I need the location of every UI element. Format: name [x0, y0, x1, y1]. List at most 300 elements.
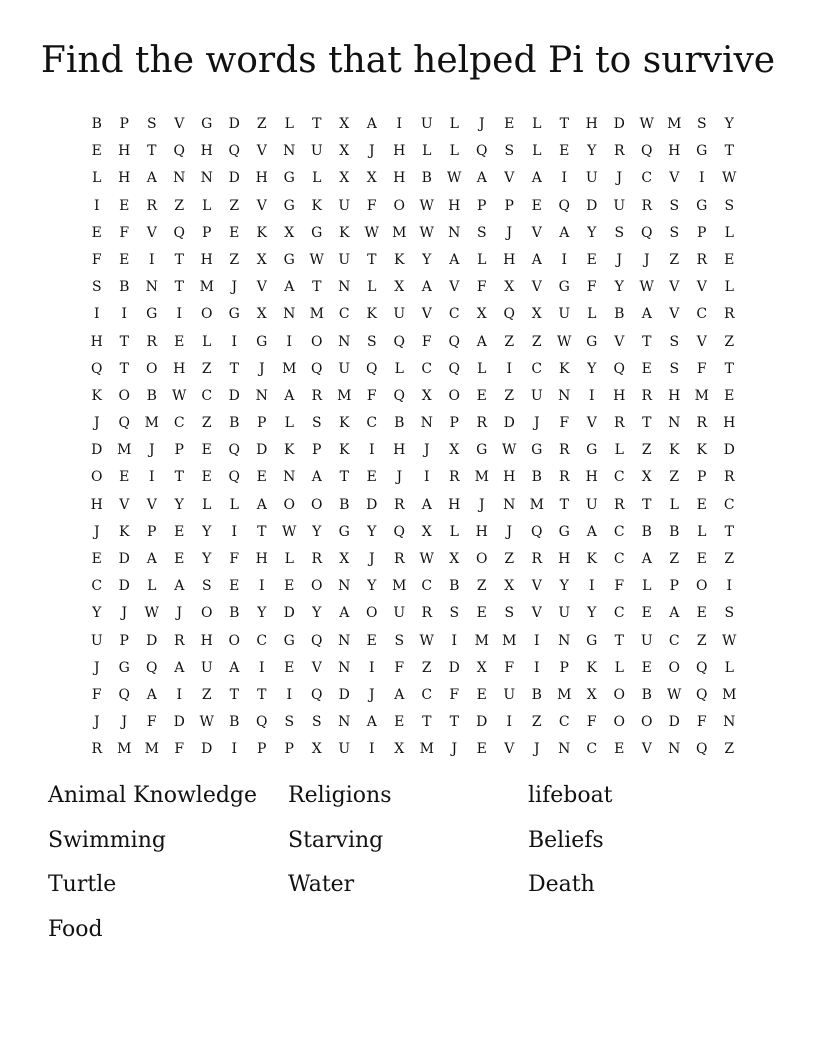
grid-letter: X [504, 279, 515, 296]
grid-letter: E [91, 143, 102, 160]
grid-letter: A [531, 170, 542, 187]
grid-letter: V [504, 170, 515, 187]
grid-letter: E [476, 605, 487, 622]
grid-letter: B [229, 415, 240, 432]
word-list-item: Religions [288, 783, 392, 808]
grid-letter: C [613, 523, 625, 540]
grid-letter: O [228, 632, 240, 649]
grid-letter: G [256, 333, 268, 350]
grid-letter: C [558, 714, 570, 731]
grid-letter: D [118, 551, 130, 567]
grid-letter: A [641, 306, 652, 323]
grid-letter: N [145, 279, 158, 296]
grid-letter: P [147, 523, 157, 540]
grid-letter: S [201, 578, 212, 595]
grid-letter: V [256, 279, 267, 296]
grid-letter: K [586, 659, 597, 676]
grid-letter: U [338, 251, 351, 268]
grid-letter: B [531, 686, 542, 703]
grid-letter: S [394, 632, 405, 649]
grid-letter: Q [91, 360, 103, 377]
grid-letter: C [421, 578, 433, 595]
grid-letter: N [338, 714, 351, 731]
grid-letter: R [393, 496, 405, 513]
grid-letter: Y [202, 523, 212, 540]
grid-letter: P [449, 415, 459, 432]
grid-letter: S [669, 224, 680, 241]
grid-letter: Y [559, 578, 569, 595]
grid-letter: A [284, 387, 295, 404]
grid-letter: R [531, 551, 543, 567]
grid-letter: S [449, 605, 460, 622]
grid-letter: X [476, 659, 487, 676]
grid-letter: R [641, 387, 653, 404]
grid-letter: L [449, 116, 459, 132]
grid-letter: H [503, 469, 516, 486]
grid-letter: I [286, 686, 293, 703]
grid-letter: O [641, 714, 653, 731]
grid-letter: Q [696, 741, 708, 758]
grid-letter: E [476, 686, 487, 703]
grid-letter: F [421, 333, 432, 350]
grid-letter: J [643, 251, 650, 268]
grid-letter: B [119, 279, 130, 296]
grid-letter: G [558, 279, 570, 296]
grid-letter: S [696, 116, 707, 132]
grid-row [83, 383, 743, 410]
grid-letter: O [613, 686, 625, 703]
grid-letter: L [92, 170, 102, 187]
grid-letter: A [669, 605, 680, 622]
grid-letter: D [448, 659, 460, 676]
grid-letter: X [641, 469, 652, 486]
grid-letter: E [394, 714, 405, 731]
grid-letter: P [257, 741, 267, 758]
grid-letter: I [231, 741, 238, 758]
grid-letter: H [585, 116, 598, 132]
grid-letter: V [669, 279, 680, 296]
grid-letter: J [451, 741, 458, 758]
grid-letter: Q [173, 143, 185, 160]
grid-letter: B [614, 306, 625, 323]
grid-letter: D [338, 686, 350, 703]
grid-letter: R [311, 551, 323, 567]
grid-letter: O [311, 333, 323, 350]
grid-letter: L [147, 578, 157, 595]
grid-row [83, 655, 743, 682]
grid-letter: H [90, 496, 103, 513]
grid-letter: I [451, 632, 458, 649]
grid-letter: Q [393, 387, 405, 404]
grid-letter: N [338, 632, 351, 649]
grid-letter: I [396, 116, 403, 132]
grid-letter: A [394, 686, 405, 703]
grid-letter: L [614, 442, 624, 459]
grid-letter: I [231, 523, 238, 540]
grid-letter: H [613, 387, 626, 404]
grid-letter: M [419, 741, 434, 758]
grid-letter: T [229, 686, 239, 703]
grid-letter: Q [311, 632, 323, 649]
grid-letter: F [91, 686, 102, 703]
grid-letter: W [199, 714, 214, 731]
grid-letter: P [669, 578, 679, 595]
grid-letter: M [117, 442, 132, 459]
grid-letter: E [696, 551, 707, 567]
grid-letter: I [588, 387, 595, 404]
grid-letter: J [368, 143, 375, 160]
grid-letter: J [616, 251, 623, 268]
grid-letter: X [449, 442, 460, 459]
grid-letter: I [148, 469, 155, 486]
word-list [48, 779, 768, 957]
grid-letter: C [723, 496, 735, 513]
grid-letter: Q [118, 686, 130, 703]
grid-row [83, 437, 743, 464]
grid-letter: T [724, 523, 734, 540]
grid-letter: O [146, 360, 158, 377]
grid-letter: M [502, 632, 517, 649]
grid-letter: J [478, 116, 485, 132]
grid-row [83, 464, 743, 491]
grid-letter: R [146, 333, 158, 350]
grid-letter: I [561, 251, 568, 268]
grid-letter: Q [641, 224, 653, 241]
grid-letter: G [338, 523, 350, 540]
grid-letter: S [669, 333, 680, 350]
grid-letter: T [724, 360, 734, 377]
grid-letter: Z [641, 442, 652, 459]
grid-letter: D [228, 116, 240, 132]
grid-letter: A [146, 686, 157, 703]
grid-letter: B [394, 415, 405, 432]
grid-letter: N [420, 415, 433, 432]
grid-letter: H [255, 551, 268, 567]
grid-letter: M [199, 279, 214, 296]
grid-letter: N [668, 741, 681, 758]
grid-letter: V [531, 279, 542, 296]
grid-letter: U [640, 632, 653, 649]
grid-letter: U [338, 197, 351, 214]
grid-letter: E [724, 251, 735, 268]
grid-letter: Z [504, 551, 515, 567]
grid-letter: M [392, 578, 407, 595]
grid-letter: L [394, 360, 404, 377]
grid-letter: V [669, 306, 680, 323]
grid-letter: L [367, 279, 377, 296]
grid-letter: W [144, 605, 159, 622]
grid-letter: H [668, 387, 681, 404]
grid-letter: T [559, 496, 569, 513]
grid-letter: E [641, 605, 652, 622]
page-title: Find the words that helped Pi to survive [40, 40, 776, 81]
grid-letter: M [282, 360, 297, 377]
word-list-item: lifeboat [528, 783, 613, 808]
grid-letter: N [558, 632, 571, 649]
grid-letter: F [559, 415, 570, 432]
grid-letter: Q [311, 686, 323, 703]
grid-row [83, 736, 743, 763]
grid-letter: J [423, 442, 430, 459]
grid-letter: U [585, 170, 598, 187]
grid-letter: Z [669, 551, 680, 567]
grid-letter: I [231, 333, 238, 350]
grid-letter: Q [696, 659, 708, 676]
grid-letter: E [641, 659, 652, 676]
grid-letter: Z [504, 387, 515, 404]
grid-letter: I [698, 170, 705, 187]
grid-letter: J [396, 469, 403, 486]
grid-letter: W [447, 170, 462, 187]
grid-letter: E [614, 741, 625, 758]
grid-letter: U [393, 306, 406, 323]
grid-letter: C [641, 170, 653, 187]
grid-letter: H [255, 170, 268, 187]
grid-letter: C [668, 632, 680, 649]
grid-letter: A [421, 279, 432, 296]
grid-letter: I [506, 360, 513, 377]
word-list-item: Beliefs [528, 827, 604, 853]
grid-letter: C [448, 306, 460, 323]
grid-letter: I [726, 578, 733, 595]
grid-letter: H [475, 523, 488, 540]
grid-letter: U [558, 306, 571, 323]
grid-letter: P [312, 442, 322, 459]
grid-letter: Z [421, 659, 432, 676]
grid-letter: L [724, 279, 734, 296]
grid-letter: V [531, 224, 542, 241]
grid-letter: Y [312, 605, 322, 622]
grid-row [83, 301, 743, 328]
grid-letter: H [200, 251, 213, 268]
grid-letter: P [697, 469, 707, 486]
grid-letter: Y [174, 496, 184, 513]
grid-letter: N [338, 279, 351, 296]
grid-letter: J [368, 686, 375, 703]
grid-letter: G [586, 333, 598, 350]
grid-letter: J [533, 415, 540, 432]
grid-row [83, 628, 743, 655]
grid-letter: J [121, 605, 128, 622]
grid-letter: Q [228, 469, 240, 486]
grid-letter: B [669, 523, 680, 540]
grid-letter: M [667, 116, 682, 132]
grid-letter: V [696, 279, 707, 296]
grid-letter: C [421, 686, 433, 703]
grid-letter: V [696, 333, 707, 350]
grid-letter: I [286, 333, 293, 350]
grid-letter: W [639, 116, 654, 132]
grid-letter: P [119, 632, 129, 649]
grid-letter: D [118, 578, 130, 595]
grid-letter: Y [422, 251, 432, 268]
grid-letter: Z [201, 686, 212, 703]
grid-letter: V [119, 496, 130, 513]
grid-letter: E [229, 224, 240, 241]
grid-letter: R [558, 469, 570, 486]
grid-letter: Y [312, 523, 322, 540]
grid-letter: E [284, 659, 295, 676]
grid-letter: D [91, 442, 103, 459]
grid-letter: T [147, 143, 157, 160]
grid-row [83, 682, 743, 709]
grid-letter: G [558, 523, 570, 540]
grid-letter: E [696, 496, 707, 513]
grid-letter: K [256, 224, 267, 241]
grid-letter: R [311, 387, 323, 404]
grid-letter: J [478, 496, 485, 513]
grid-letter: K [339, 224, 350, 241]
grid-letter: E [366, 469, 377, 486]
grid-letter: L [532, 143, 542, 160]
grid-letter: J [93, 714, 100, 731]
grid-letter: V [146, 224, 157, 241]
grid-letter: P [174, 442, 184, 459]
grid-letter: O [393, 197, 405, 214]
grid-letter: U [503, 686, 516, 703]
grid-letter: R [641, 197, 653, 214]
grid-letter: U [393, 605, 406, 622]
grid-letter: U [420, 116, 433, 132]
grid-letter: L [284, 551, 294, 567]
grid-letter: W [667, 686, 682, 703]
grid-letter: B [229, 714, 240, 731]
grid-letter: H [118, 170, 131, 187]
word-list-item: Food [48, 916, 103, 942]
grid-letter: O [118, 387, 130, 404]
grid-letter: E [174, 333, 185, 350]
grid-letter: U [90, 632, 103, 649]
grid-letter: X [421, 523, 432, 540]
grid-letter: L [284, 415, 294, 432]
grid-letter: Z [531, 333, 542, 350]
grid-letter: Z [669, 469, 680, 486]
grid-letter: I [588, 578, 595, 595]
grid-letter: N [448, 224, 461, 241]
grid-letter: J [93, 659, 100, 676]
grid-letter: O [311, 496, 323, 513]
grid-letter: Z [229, 251, 240, 268]
grid-letter: F [229, 551, 240, 567]
grid-letter: E [201, 442, 212, 459]
grid-letter: D [503, 415, 515, 432]
grid-letter: A [174, 578, 185, 595]
grid-letter: D [228, 170, 240, 187]
word-list-item: Turtle [48, 872, 117, 897]
grid-letter: P [119, 116, 129, 132]
grid-letter: Q [228, 442, 240, 459]
grid-row [83, 546, 743, 573]
grid-letter: C [613, 551, 625, 567]
grid-letter: D [283, 605, 295, 622]
grid-letter: I [506, 714, 513, 731]
grid-letter: W [172, 387, 187, 404]
grid-letter: Q [118, 415, 130, 432]
grid-letter: L [532, 116, 542, 132]
grid-letter: X [586, 686, 597, 703]
grid-letter: W [419, 197, 434, 214]
grid-letter: S [91, 279, 102, 296]
grid-letter: W [282, 523, 297, 540]
grid-letter: X [394, 279, 405, 296]
grid-letter: N [283, 306, 296, 323]
grid-letter: Z [724, 551, 735, 567]
grid-letter: K [119, 523, 130, 540]
grid-letter: A [146, 551, 157, 567]
grid-letter: L [614, 659, 624, 676]
grid-letter: K [339, 415, 350, 432]
grid-row [83, 329, 743, 356]
grid-letter: I [533, 659, 540, 676]
grid-letter: I [93, 306, 100, 323]
grid-letter: G [283, 632, 295, 649]
grid-letter: T [174, 279, 184, 296]
grid-letter: X [284, 224, 295, 241]
grid-letter: Z [724, 741, 735, 758]
grid-letter: B [421, 170, 432, 187]
grid-letter: W [419, 224, 434, 241]
grid-letter: N [200, 170, 213, 187]
grid-letter: A [256, 496, 267, 513]
grid-letter: F [586, 714, 597, 731]
grid-letter: V [669, 170, 680, 187]
grid-letter: W [419, 632, 434, 649]
grid-letter: H [200, 632, 213, 649]
grid-letter: H [173, 360, 186, 377]
grid-letter: Y [587, 143, 597, 160]
grid-letter: S [366, 333, 377, 350]
grid-letter: N [255, 387, 268, 404]
grid-letter: V [256, 197, 267, 214]
grid-letter: C [421, 360, 433, 377]
grid-letter: H [503, 251, 516, 268]
grid-letter: Q [448, 333, 460, 350]
grid-letter: H [448, 496, 461, 513]
grid-letter: U [585, 496, 598, 513]
grid-letter: K [91, 387, 102, 404]
grid-letter: M [117, 741, 132, 758]
grid-letter: X [339, 116, 350, 132]
grid-letter: L [202, 333, 212, 350]
grid-letter: I [533, 632, 540, 649]
grid-letter: A [339, 605, 350, 622]
grid-letter: L [477, 360, 487, 377]
grid-letter: G [311, 224, 323, 241]
grid-row [83, 519, 743, 546]
grid-letter: F [449, 686, 460, 703]
grid-letter: E [229, 578, 240, 595]
grid-letter: J [506, 224, 513, 241]
grid-letter: F [394, 659, 405, 676]
grid-letter: E [559, 143, 570, 160]
grid-letter: V [614, 333, 625, 350]
grid-letter: S [724, 197, 735, 214]
grid-letter: H [723, 415, 736, 432]
grid-letter: E [476, 387, 487, 404]
grid-letter: A [174, 659, 185, 676]
grid-letter: E [201, 469, 212, 486]
grid-row [83, 165, 743, 192]
grid-letter: T [119, 360, 129, 377]
grid-letter: L [697, 523, 707, 540]
grid-letter: A [449, 251, 460, 268]
grid-letter: F [476, 279, 487, 296]
grid-letter: J [93, 415, 100, 432]
grid-letter: J [93, 523, 100, 540]
grid-letter: W [722, 632, 737, 649]
grid-letter: Y [92, 605, 102, 622]
grid-letter: D [586, 197, 598, 214]
